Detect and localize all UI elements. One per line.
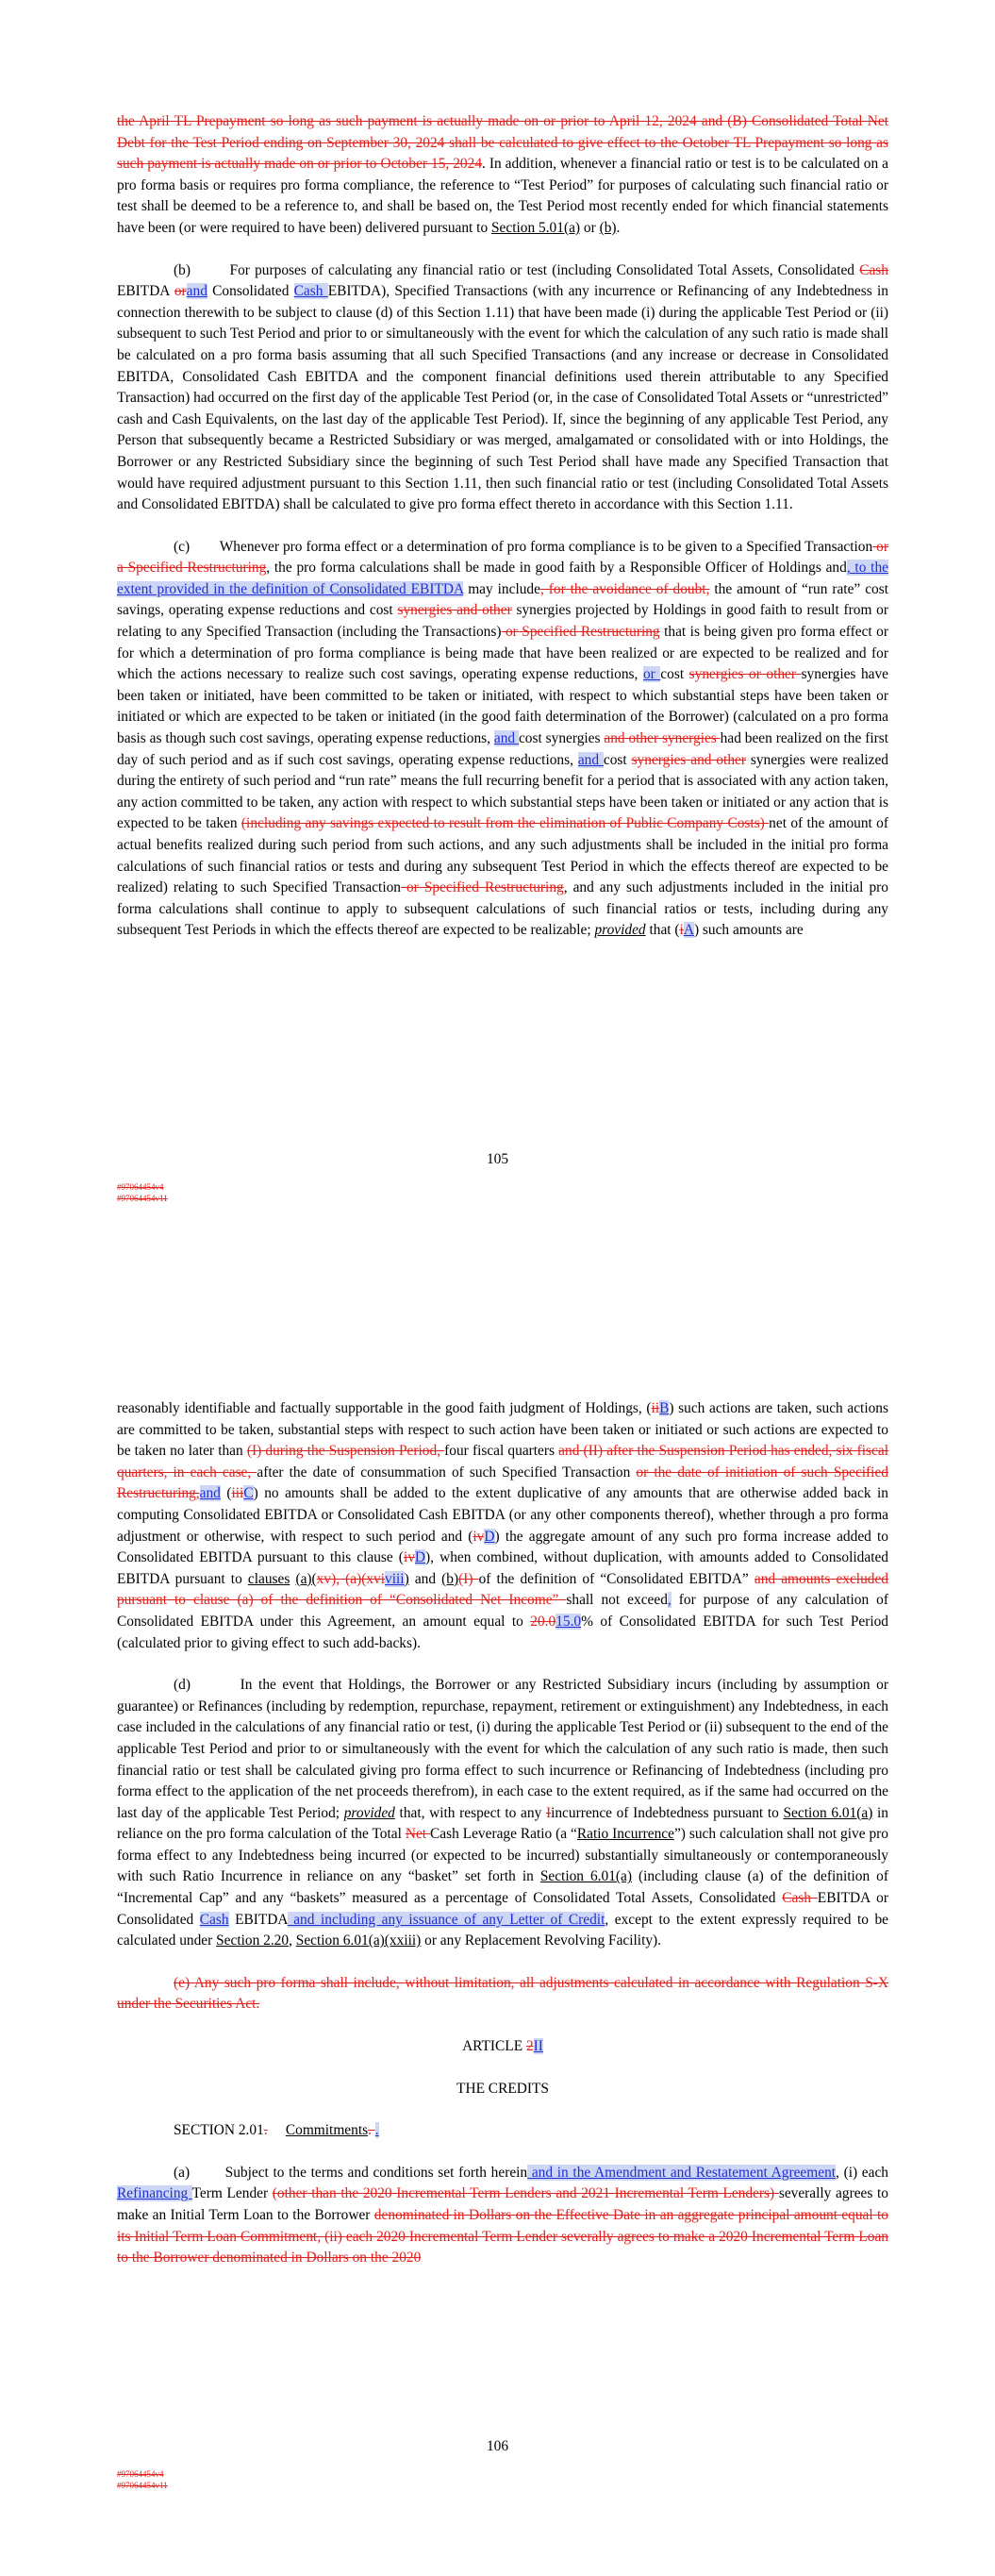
deleted-text: . bbox=[263, 2122, 268, 2139]
body-text: cost synergies bbox=[518, 730, 605, 747]
body-text: (d) In the event that Holdings, the Borrower or any Restricted Subsidiary incurs (including by assumption or guarantee) or Refinances (including by redemption, repurchase, repayment, retirement or extinguishment) any Indebtedness, in each case included in the calculations of any financial ratio or test, (i) during the applicable Test Period or (ii) subsequent to the end of the applicable Test Period and prior to or simultaneously with the event for which the calculation of any such ratio is made, then such financial ratio or test shall be calculated giving pro forma effect to such incurrence or Refinancing of Indebtedness (including pro forma effect to the application of the net proceeds therefrom), in each case to the extent required, as if the same had occurred on the last day of the applicable Test Period; bbox=[117, 1677, 888, 1821]
body-text: Term Lender bbox=[191, 2185, 273, 2202]
provided-term: provided bbox=[343, 1804, 395, 1821]
inserted-text: , to the extent provided in the definition of Consolidated EBITDA bbox=[117, 560, 888, 597]
deleted-text: 2 bbox=[525, 2038, 534, 2055]
article-heading bbox=[117, 2036, 888, 2058]
body-text: net of the amount of actual benefits realized during such period from such actions, and any such adjustments shall be included in the initial pro forma calculations of such financial ratios or tests and during any subsequent Test Period in which the effects thereof are expected to be realized) relating to such Specified Transaction bbox=[117, 815, 888, 896]
body-text: four fiscal quarters bbox=[444, 1443, 559, 1460]
paragraph-test-period-continuation bbox=[117, 111, 888, 240]
body-text: incurrence of Indebtedness pursuant to bbox=[551, 1804, 784, 1821]
clause-reference: (b) bbox=[441, 1570, 459, 1587]
deleted-text: Cash bbox=[782, 1890, 818, 1907]
body-text: or bbox=[580, 219, 600, 236]
inserted-text: Cash bbox=[199, 1911, 229, 1928]
page-105-body bbox=[117, 111, 888, 962]
article-title: THE CREDITS bbox=[456, 2080, 549, 2097]
deleted-text: I bbox=[545, 1804, 552, 1821]
defined-term: Ratio Incurrence bbox=[576, 1826, 674, 1843]
section-title: Commitments bbox=[285, 2122, 369, 2139]
body-text: shall not exceed bbox=[566, 1592, 668, 1609]
deleted-text: and other synergies bbox=[604, 730, 721, 747]
body-text: that ( bbox=[645, 922, 680, 939]
body-text: ( bbox=[220, 1485, 232, 1502]
body-text: after the date of consummation of such Specified Transaction bbox=[257, 1464, 637, 1480]
deleted-text: synergies and other bbox=[397, 602, 512, 619]
document-footer bbox=[117, 1181, 168, 1204]
deleted-text: (e) Any such pro forma shall include, without limitation, all adjustments calculated in accordance with Regulation S-X under the Securities Act. bbox=[117, 1974, 888, 2013]
inserted-text: D bbox=[484, 1528, 495, 1545]
section-reference: Section 5.01(a) bbox=[491, 219, 581, 236]
body-text: (b) For purposes of calculating any financial ratio or test (including Consolidated Total Assets, Consolidated bbox=[174, 261, 860, 278]
deleted-text: the April TL Prepayment so long as such payment is actually made on or prior to April 12, 2024 and (B) Consolidated Total Net Debt for the Test Period ending on September 30, 2024 shall be calculated to give effect to the October TL Prepayment so long as such payment is actually made on or prior to October 15, 2024 bbox=[117, 113, 888, 173]
section-reference: (b) bbox=[599, 219, 617, 236]
inserted-text: . bbox=[374, 2122, 379, 2139]
section-reference: Section 2.20 bbox=[216, 1932, 290, 1949]
body-text: cost bbox=[603, 751, 632, 768]
body-text: in reliance on the pro forma calculation of the Total bbox=[117, 1804, 888, 1843]
provided-term: provided bbox=[594, 922, 646, 939]
deleted-text: Cash bbox=[859, 261, 888, 278]
body-text: synergies were realized during the entirety of such period and “run rate” means the full recurring benefit for a period that is associated with any action taken, any action committed to be taken, any action with respect to which substantial steps have been taken or initiated or any action that is expected to be taken bbox=[117, 751, 889, 832]
body-text: Cash Leverage Ratio (a “ bbox=[429, 1826, 577, 1843]
clause-reference: ) bbox=[404, 1570, 409, 1587]
inserted-text: B bbox=[659, 1400, 670, 1416]
body-text: % of Consolidated EBITDA for such Test Period (calculated prior to giving effect to such add-backs). bbox=[117, 1613, 889, 1651]
footer-doc-id: #97064454v4 bbox=[117, 2469, 164, 2479]
deleted-text: xv), (a)(xvi bbox=[316, 1570, 386, 1587]
deleted-text: denominated in Dollars on the Effective Date in an aggregate principal amount equal to its Initial Term Loan Commitment, (ii) each 2020 Incremental Term Lender severally agrees to make a 2020 Incremental Term Loan to the Borrower denominated in Dollars on the 2020 bbox=[117, 2207, 888, 2267]
inserted-text: D bbox=[414, 1549, 426, 1566]
body-text: had been realized on the first day of such period and as if such cost savings, operating expense reductions, bbox=[117, 730, 888, 768]
deleted-text: 20.0 bbox=[530, 1613, 556, 1630]
section-heading bbox=[117, 2120, 888, 2142]
page-number: 106 bbox=[486, 2438, 509, 2454]
body-text: reasonably identifiable and factually supportable in the good faith judgment of Holdings, ( bbox=[117, 1400, 652, 1416]
paragraph-e bbox=[117, 1973, 888, 2016]
body-text: . bbox=[616, 219, 621, 236]
inserted-text: II bbox=[533, 2038, 543, 2055]
clause-reference: (a)( bbox=[295, 1570, 317, 1587]
deleted-text: or a Specified Restructuring bbox=[117, 538, 888, 577]
deleted-text: or Specified Restructuring bbox=[400, 879, 564, 896]
body-text: EBITDA bbox=[117, 283, 174, 300]
body-text: ), when combined, without duplication, with amounts added to Consolidated EBITDA pursuant to bbox=[117, 1549, 888, 1587]
deleted-text: Net bbox=[405, 1826, 430, 1843]
body-text: (c) Whenever pro forma effect or a determination of pro forma compliance is to be given to a Specified Transaction bbox=[174, 538, 873, 555]
deleted-text: or the date of initiation of such Specified Restructuring, bbox=[117, 1464, 888, 1502]
section-reference: Section 6.01(a) bbox=[539, 1868, 632, 1885]
paragraph-d bbox=[117, 1675, 888, 1952]
body-text: ) such actions are taken, such actions are committed to be taken, substantial steps with respect to such action have been taken or initiated or such actions are expected to be taken no later than bbox=[117, 1400, 888, 1460]
body-text: ) no amounts shall be added to the extent duplicative of any amounts that are otherwise added back in computing Consolidated EBITDA or Consolidated Cash EBITDA (or any other components thereof), whether through a pro forma adjustment or otherwise, with respect to such period and ( bbox=[117, 1485, 888, 1545]
body-text: cost bbox=[660, 666, 689, 683]
footer-doc-id: #97064454v11 bbox=[117, 1194, 168, 1203]
body-text: EBITDA or Consolidated bbox=[117, 1890, 888, 1928]
deleted-text: . bbox=[368, 2122, 375, 2139]
deleted-text: synergies or other bbox=[688, 666, 802, 683]
body-text: synergies have been taken or initiated, have been committed to be taken or initiated, with respect to which substantial steps have been taken or initiated or which are expected to be taken or initiated (in the good faith determination of the Borrower) (calculated on a pro forma basis as though such cost savings, operating expense reductions, bbox=[117, 666, 889, 747]
deleted-text: (including any savings expected to result from the elimination of Public Company Costs) bbox=[240, 815, 770, 832]
inserted-text: C bbox=[243, 1485, 254, 1502]
body-text: may include bbox=[463, 580, 540, 597]
deleted-text: iv bbox=[473, 1528, 485, 1545]
deleted-text: or Specified Restructuring bbox=[501, 624, 660, 641]
document-page-106 bbox=[0, 1288, 995, 2576]
deleted-text: , for the avoidance of doubt, bbox=[539, 580, 710, 597]
body-text: (a) Subject to the terms and conditions set forth herein bbox=[174, 2164, 528, 2181]
inserted-text: and including any issuance of any Letter of Credit bbox=[287, 1911, 605, 1928]
body-text: , and any such adjustments included in the initial pro forma calculations shall continue to apply to subsequent calculations of such financial ratios or tests, including during any subsequent Test Periods in which the effects thereof are expected to be realizable; bbox=[117, 879, 888, 939]
body-text: , bbox=[289, 1932, 296, 1949]
deleted-text: and (II) after the Suspension Period has ended, six fiscal quarters, in each case, bbox=[117, 1443, 888, 1480]
body-text: (including clause (a) of the definition of “Incremental Cap” and any “baskets” measured as a percentage of Consolidated Total Assets, Consolidated bbox=[117, 1868, 889, 1907]
deleted-text: (other than the 2020 Incremental Term Lenders and 2021 Incremental Term Lenders) bbox=[272, 2185, 779, 2202]
deleted-text: (I) during the Suspension Period, bbox=[246, 1443, 445, 1460]
section-reference: Section 6.01(a) bbox=[783, 1804, 873, 1821]
paragraph-c bbox=[117, 537, 888, 942]
inserted-text: A bbox=[683, 922, 694, 939]
body-text: Consolidated bbox=[207, 283, 294, 300]
footer-doc-id: #97064454v4 bbox=[117, 1182, 164, 1192]
body-text: or any Replacement Revolving Facility). bbox=[421, 1932, 662, 1949]
inserted-text: viii bbox=[385, 1570, 405, 1587]
inserted-text: 15.0 bbox=[556, 1613, 582, 1630]
page-106-body bbox=[117, 1398, 888, 2290]
paragraph-b bbox=[117, 260, 888, 516]
body-text: , (i) each bbox=[836, 2164, 888, 2181]
section-spacer bbox=[268, 2122, 286, 2138]
deleted-text: ii bbox=[651, 1400, 660, 1416]
section-label: SECTION 2.01 bbox=[174, 2122, 264, 2139]
body-text: that, with respect to any bbox=[394, 1804, 546, 1821]
body-text: EBITDA bbox=[228, 1911, 288, 1928]
body-text: EBITDA), Specified Transactions (with any incurrence or Refinancing of any Indebtedness in connection therewith to be subject to clause (d) of this Section 1.11) that have been made (i) during the applicable Test Period or (ii) subsequent to such Test Period and prior to or simultaneously with the event for which the calculation of any such ratio is made shall be calculated on a pro forma basis assuming that all such Specified Transactions (and any increase or decrease in Consolidated EBITDA, Consolidated Cash EBITDA and the component financial definitions used therein attributable to any Specified Transaction) had occurred on the first day of the applicable Test Period (or, in the case of Consolidated Total Assets or “unrestricted” cash and Cash Equivalents, on the last day of the applicable Test Period). If, since the beginning of any applicable Test Period, any Person that subsequently became a Restricted Subsidiary or was merged, amalgamated or consolidated with or into Holdings, the Borrower or any Restricted Subsidiary since the beginning of such Test Period shall have made any Specified Transaction that would have required adjustment pursuant to this Section 1.11, then such financial ratio or test (including Consolidated Total Assets and Consolidated EBITDA) shall be calculated to give pro forma effect thereto in accordance with this Section 1.11. bbox=[117, 283, 889, 513]
inserted-text: Cash bbox=[293, 283, 328, 300]
inserted-text: Refinancing bbox=[117, 2185, 192, 2202]
deleted-text: iii bbox=[231, 1485, 244, 1502]
paragraph-c-continuation bbox=[117, 1398, 888, 1654]
inserted-text: and bbox=[186, 283, 207, 300]
inserted-text: , bbox=[667, 1592, 672, 1609]
body-text: the amount of “run rate” cost savings, operating expense reductions and cost bbox=[117, 580, 888, 619]
body-text: . In addition, whenever a financial ratio or test is to be calculated on a pro forma basis or requires pro forma compliance, the reference to “Test Period” for purposes of calculating such financial ratio or test shall be deemed to be a reference to, and shall be based on, the Test Period most recently ended for which financial statements have been (or were required to have been) delivered pursuant to bbox=[117, 156, 888, 236]
inserted-text: or bbox=[642, 666, 661, 683]
body-text: for purpose of any calculation of Consolidated EBITDA under this Agreement, an amount equal to bbox=[117, 1592, 888, 1630]
inserted-text: and in the Amendment and Restatement Agreement bbox=[527, 2164, 837, 2181]
body-text: severally agrees to make an Initial Term Loan to the Borrower bbox=[117, 2185, 888, 2223]
body-text: and bbox=[408, 1570, 442, 1587]
clause-reference: clauses bbox=[247, 1570, 290, 1587]
body-text: ”) such calculation shall not give pro forma effect to any Indebtedness being incurred (or expected to be incurred) substantially simultaneously or contemporaneously with such Ratio Incurrence in reliance on any “basket” set forth in bbox=[117, 1826, 888, 1885]
body-text: , the pro forma calculations shall be made in good faith by a Responsible Officer of Holdings and bbox=[266, 560, 847, 577]
deleted-text: i bbox=[679, 922, 684, 939]
deleted-text: synergies and other bbox=[631, 751, 746, 768]
inserted-text: and bbox=[577, 751, 604, 768]
footer-doc-id: #97064454v11 bbox=[117, 2481, 168, 2490]
body-text: , except to the extent expressly required to be calculated under bbox=[117, 1911, 889, 1949]
deleted-text: (I) bbox=[458, 1570, 479, 1587]
body-text: of the definition of “Consolidated EBITDA” bbox=[478, 1570, 755, 1587]
paragraph-a bbox=[117, 2163, 888, 2269]
article-label: ARTICLE bbox=[462, 2038, 526, 2055]
body-text: synergies projected by Holdings in good faith to result from or relating to any Specified Transaction (including the Transactions) bbox=[117, 602, 889, 641]
page-number: 105 bbox=[486, 1151, 509, 1167]
section-reference: Section 6.01(a)(xxiii) bbox=[295, 1932, 422, 1949]
body-text: ) such amounts are bbox=[693, 922, 804, 939]
inserted-text: and bbox=[493, 730, 519, 747]
deleted-text: iv bbox=[403, 1549, 415, 1566]
deleted-text: and amounts excluded pursuant to clause (a) of the definition of “Consolidated Net Income” bbox=[117, 1570, 889, 1609]
document-footer bbox=[117, 2468, 168, 2491]
deleted-text: or bbox=[174, 283, 187, 300]
body-text: ) the aggregate amount of any such pro forma increase added to Consolidated EBITDA pursuant to this clause ( bbox=[117, 1528, 888, 1566]
inserted-text: and bbox=[199, 1485, 221, 1502]
body-text: that is being given pro forma effect or for which a determination of pro forma compliance is being made that have been realized or are expected to be realized and for which the actions necessary to realize such cost savings, operating expense reductions, bbox=[117, 624, 888, 683]
